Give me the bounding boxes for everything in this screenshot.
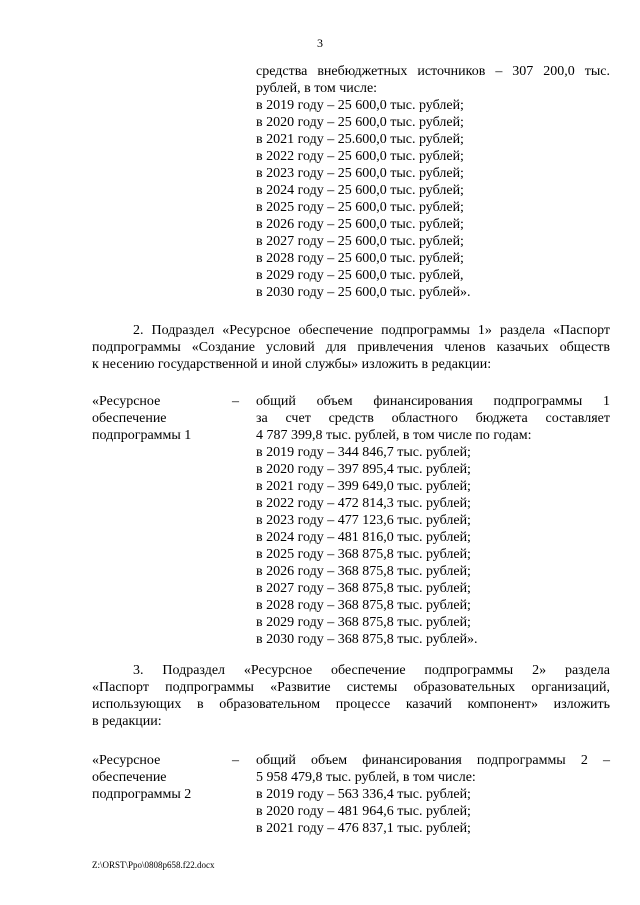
section2-label-line2: обеспечение	[92, 411, 167, 426]
section2-dash: –	[232, 394, 239, 409]
section3-year-line: в 2021 году – 476 837,1 тыс. рублей;	[256, 821, 471, 836]
section3-paragraph-line1: 3. Подраздел «Ресурсное обеспечение подпрограммы 2» раздела	[133, 663, 610, 678]
section2-year-line: в 2027 году – 368 875,8 тыс. рублей;	[256, 581, 471, 596]
top-block-line1: средства внебюджетных источников – 307 200,0 тыс.	[256, 64, 610, 79]
top-year-line: в 2030 году – 25 600,0 тыс. рублей».	[256, 285, 471, 300]
section2-label	[92, 393, 191, 444]
top-year-line: в 2021 году – 25.600,0 тыс. рублей;	[256, 132, 464, 147]
section3-label-line3: подпрограммы 2	[92, 787, 192, 802]
section2-year-line: в 2023 году – 477 123,6 тыс. рублей;	[256, 513, 471, 528]
section3-line1: общий объем финансирования подпрограммы 2 –	[256, 753, 610, 768]
section2-line1: общий объем финансирования подпрограммы 1	[256, 394, 610, 409]
section3-paragraph	[92, 662, 610, 730]
section2-paragraph-line1: 2. Подраздел «Ресурсное обеспечение подпрограммы 1» раздела «Паспорт	[133, 323, 610, 338]
top-year-line: в 2020 году – 25 600,0 тыс. рублей;	[256, 115, 464, 130]
section3-line2: 5 958 479,8 тыс. рублей, в том числе:	[256, 770, 476, 785]
section3-label	[92, 752, 191, 803]
section2-year-line: в 2025 году – 368 875,8 тыс. рублей;	[256, 547, 471, 562]
section3-label-line1: «Ресурсное	[92, 753, 161, 768]
section2-line2: за счет средств областного бюджета составляет	[256, 411, 610, 426]
section2-year-line: в 2028 году – 368 875,8 тыс. рублей;	[256, 598, 471, 613]
section2-year-line: в 2021 году – 399 649,0 тыс. рублей;	[256, 479, 471, 494]
section2-year-line: в 2022 году – 472 814,3 тыс. рублей;	[256, 496, 471, 511]
page-number: 3	[317, 36, 323, 50]
top-year-line: в 2022 году – 25 600,0 тыс. рублей;	[256, 149, 464, 164]
top-year-line: в 2026 году – 25 600,0 тыс. рублей;	[256, 217, 464, 232]
section2-year-line: в 2026 году – 368 875,8 тыс. рублей;	[256, 564, 471, 579]
section2-label-line1: «Ресурсное	[92, 394, 161, 409]
top-year-line: в 2027 году – 25 600,0 тыс. рублей;	[256, 234, 464, 249]
top-year-line: в 2023 году – 25 600,0 тыс. рублей;	[256, 166, 464, 181]
section2-paragraph-line2: подпрограммы «Создание условий для привлечения членов казачьих обществ	[92, 340, 610, 355]
section3-label-line2: обеспечение	[92, 770, 167, 785]
section2-line3: 4 787 399,8 тыс. рублей, в том числе по годам:	[256, 428, 532, 443]
section3-year-line: в 2020 году – 481 964,6 тыс. рублей;	[256, 804, 471, 819]
top-year-line: в 2029 году – 25 600,0 тыс. рублей,	[256, 268, 464, 283]
top-year-line: в 2024 году – 25 600,0 тыс. рублей;	[256, 183, 464, 198]
section2-year-line: в 2024 году – 481 816,0 тыс. рублей;	[256, 530, 471, 545]
section2-year-line: в 2029 году – 368 875,8 тыс. рублей;	[256, 615, 471, 630]
section3-paragraph-line2: «Паспорт подпрограммы «Развитие системы образовательных организаций,	[92, 680, 610, 695]
section3-year-line: в 2019 году – 563 336,4 тыс. рублей;	[256, 787, 471, 802]
top-year-line: в 2019 году – 25 600,0 тыс. рублей;	[256, 98, 464, 113]
top-year-line: в 2028 году – 25 600,0 тыс. рублей;	[256, 251, 464, 266]
top-year-line: в 2025 году – 25 600,0 тыс. рублей;	[256, 200, 464, 215]
section2-paragraph-line3: к несению государственной и иной службы» изложить в редакции:	[92, 357, 492, 372]
section3-dash: –	[232, 753, 239, 768]
section3-paragraph-line4: в редакции:	[92, 714, 162, 729]
section2-year-line: в 2020 году – 397 895,4 тыс. рублей;	[256, 462, 471, 477]
section2-year-line: в 2030 году – 368 875,8 тыс. рублей».	[256, 632, 478, 647]
section2-year-line: в 2019 году – 344 846,7 тыс. рублей;	[256, 445, 471, 460]
top-block-line2: рублей, в том числе:	[256, 81, 378, 96]
file-path-footer: Z:\ORST\Ppo\0808p658.f22.docx	[92, 860, 215, 870]
section3-paragraph-line3: использующих в образовательном процессе казачий компонент» изложить	[92, 697, 610, 712]
section2-label-line3: подпрограммы 1	[92, 428, 192, 443]
section2-paragraph	[92, 322, 610, 373]
